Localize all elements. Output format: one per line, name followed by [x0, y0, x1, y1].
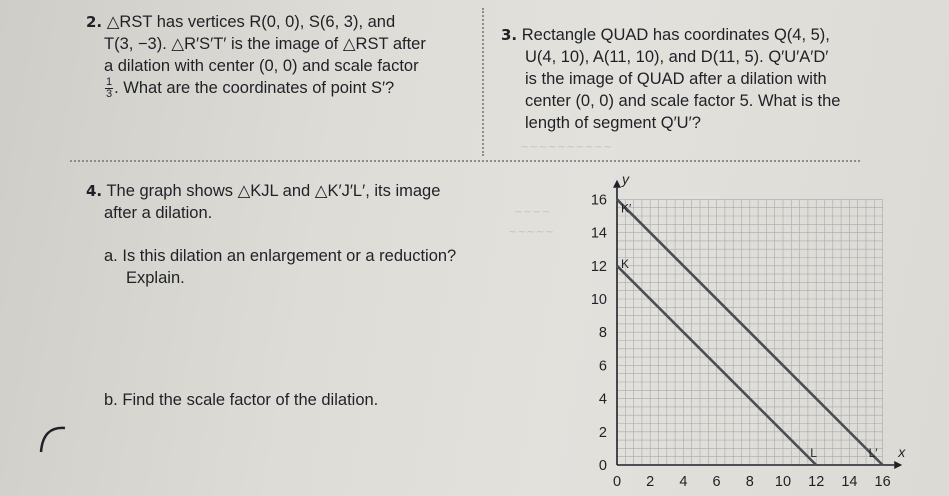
- problem-4: [86, 180, 526, 224]
- problem-2-text1: △RST has vertices R(0, 0), S(6, 3), and: [106, 13, 396, 31]
- x-tick-label: 14: [841, 474, 858, 490]
- problem-2-fraction: [105, 77, 113, 100]
- problem-3-line1: [501, 24, 921, 46]
- y-tick-label: 6: [598, 358, 607, 375]
- y-axis-arrow: [613, 180, 621, 188]
- problem-4-number: 4.: [86, 182, 103, 200]
- y-tick-label: 4: [598, 391, 607, 408]
- binder-ring-mark: [35, 418, 75, 458]
- dilation-graph: [560, 170, 906, 496]
- problem-2-line4: [86, 77, 486, 100]
- part-a-text: Is this dilation an enlargement or a reduction?: [122, 247, 457, 265]
- part-b-text: Find the scale factor of the dilation.: [122, 391, 379, 409]
- part-b-label: b.: [104, 391, 118, 409]
- problem-3-number: 3.: [501, 26, 518, 44]
- problem-2-line2: T(3, −3). △R′S′T′ is the image of △RST after: [104, 35, 426, 53]
- x-tick-label: 0: [612, 474, 622, 490]
- point-label-k-prime: K′: [621, 201, 632, 216]
- problem-4-line1: [86, 180, 526, 202]
- bleed-through-mark: ~~~~~: [508, 225, 555, 238]
- x-tick-label: 10: [774, 474, 792, 490]
- problem-2-line3: a dilation with center (0, 0) and scale factor: [104, 57, 419, 75]
- bleed-through-mark: ~~~~~~~~~~: [520, 140, 613, 153]
- column-divider: [482, 8, 484, 156]
- graph-axes: [613, 171, 906, 469]
- problem-3-line5: length of segment Q′U′?: [525, 114, 701, 132]
- y-tick-label: 16: [590, 192, 607, 209]
- x-axis-label: x: [898, 444, 906, 460]
- problem-4a: [104, 245, 524, 289]
- y-tick-label: 0: [598, 458, 607, 474]
- fraction-denominator: 3: [106, 88, 113, 101]
- problem-3-line2: U(4, 10), A(11, 10), and D(11, 5). Q′U′A′D′: [525, 48, 829, 66]
- x-tick-label: 6: [712, 474, 721, 490]
- x-tick-label: 8: [745, 474, 754, 490]
- problem-4b-line1: [104, 389, 524, 411]
- problem-4a-line1: [104, 245, 524, 267]
- problem-2-text4: . What are the coordinates of point S′?: [114, 79, 395, 97]
- problem-4-text1: The graph shows △KJL and △K′J′L′, its image: [106, 182, 441, 200]
- part-a-label: a.: [104, 247, 118, 265]
- problem-4a-line2: Explain.: [126, 269, 185, 287]
- problem-2-line1: [86, 11, 486, 33]
- x-tick-label: 2: [646, 474, 655, 490]
- x-tick-label: 12: [808, 474, 825, 490]
- point-label-k: K: [621, 256, 630, 271]
- y-tick-label: 8: [598, 325, 607, 342]
- point-label-l-prime: L′: [868, 446, 878, 460]
- x-tick-label: 4: [679, 474, 688, 490]
- fraction-numerator: 1: [106, 76, 113, 89]
- section-divider: [70, 160, 860, 162]
- problem-3-text1: Rectangle QUAD has coordinates Q(4, 5),: [521, 26, 830, 44]
- problem-3-line4: center (0, 0) and scale factor 5. What is the: [525, 92, 841, 110]
- y-axis-label: y: [622, 170, 629, 187]
- problem-4b: [104, 389, 524, 411]
- y-tick-label: 2: [598, 424, 607, 441]
- point-label-l: L: [810, 446, 817, 460]
- x-tick-label: 16: [874, 474, 891, 490]
- problem-3-line3: is the image of QUAD after a dilation with: [525, 70, 827, 88]
- problem-4-line2: after a dilation.: [104, 204, 213, 222]
- bleed-through-mark: ~~~~: [514, 205, 551, 218]
- graph-ticks: [591, 192, 891, 490]
- problem-2-number: 2.: [86, 13, 103, 31]
- problem-2: [86, 11, 486, 100]
- problem-3: [501, 24, 921, 134]
- y-tick-label: 14: [590, 225, 607, 242]
- y-tick-label: 12: [590, 258, 607, 275]
- y-tick-label: 10: [590, 292, 607, 308]
- x-axis-arrow: [894, 461, 902, 469]
